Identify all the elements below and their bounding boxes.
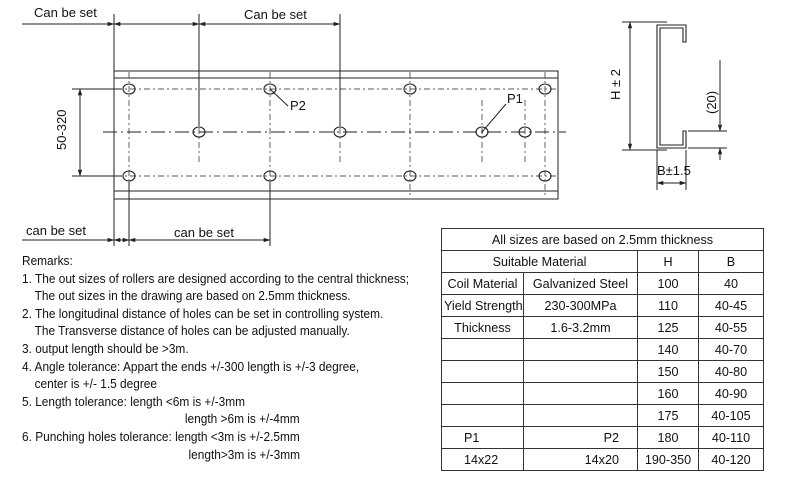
profile-lip-label: (20)	[704, 90, 719, 114]
bottom-dim-left-label: can be set	[26, 223, 86, 238]
header-material: Suitable Material	[442, 251, 638, 273]
p1-header: P1	[442, 427, 524, 449]
empty-cell	[442, 383, 524, 405]
size-b: 40-70	[699, 339, 764, 361]
size-b: 40-105	[699, 405, 764, 427]
remark-line: 5. Length tolerance: length <6m is +/-3mm	[22, 393, 246, 409]
remark-line: 3. output length should be >3m.	[22, 340, 189, 356]
material-label: Thickness	[442, 317, 524, 339]
remark-line: The Transverse distance of holes can be adjusted manually.	[34, 323, 350, 339]
size-h: 190-350	[638, 449, 699, 471]
c-profile	[657, 25, 686, 148]
size-b: 40-55	[699, 317, 764, 339]
table-row	[442, 427, 764, 449]
size-b: 40	[699, 273, 764, 295]
side-dim-label: 50-320	[54, 109, 69, 150]
empty-cell	[442, 405, 524, 427]
remark-line: The out sizes in the drawing are based on 2.5mm thickness.	[34, 288, 351, 304]
size-b: 40-45	[699, 295, 764, 317]
empty-cell	[524, 405, 638, 427]
p2-value: 14x20	[524, 449, 638, 471]
bottom-dim-right-label: can be set	[174, 225, 234, 240]
empty-cell	[524, 383, 638, 405]
material-value: 230-300MPa	[524, 295, 638, 317]
size-h: 160	[638, 383, 699, 405]
remark-line: center is +/- 1.5 degree	[34, 376, 157, 392]
material-value: 1.6-3.2mm	[524, 317, 638, 339]
empty-cell	[442, 361, 524, 383]
table-row	[442, 339, 764, 361]
plate-outline	[114, 71, 558, 199]
remark-line: length>3m is +/-3mm	[188, 446, 300, 462]
material-label: Yield Strength	[442, 295, 524, 317]
table-row	[442, 317, 764, 339]
table-row	[442, 273, 764, 295]
empty-cell	[442, 339, 524, 361]
p1-value: 14x22	[442, 449, 524, 471]
remark-line: 2. The longitudinal distance of holes can be set in controlling system.	[22, 305, 384, 321]
size-h: 180	[638, 427, 699, 449]
remark-line: 6. Punching holes tolerance: length <3m is +/-2.5mm	[22, 428, 300, 444]
material-label: Coil Material	[442, 273, 524, 295]
size-h: 100	[638, 273, 699, 295]
remarks-block	[22, 252, 410, 463]
table-row	[442, 361, 764, 383]
size-h: 150	[638, 361, 699, 383]
p2-header: P2	[524, 427, 638, 449]
remark-line: 1. The out sizes of rollers are designed according to the central thickness;	[22, 270, 410, 286]
material-value: Galvanized Steel	[524, 273, 638, 295]
size-b: 40-110	[699, 427, 764, 449]
empty-cell	[524, 339, 638, 361]
size-h: 110	[638, 295, 699, 317]
table-row	[442, 383, 764, 405]
p2-label: P2	[290, 98, 306, 113]
table-row	[442, 449, 764, 471]
remark-line: 4. Angle tolerance: Appart the ends +/-300 length is +/-3 degree,	[22, 358, 360, 374]
size-b: 40-120	[699, 449, 764, 471]
header-h: H	[638, 251, 699, 273]
size-b: 40-90	[699, 383, 764, 405]
hole-centerlines	[116, 72, 556, 196]
profile-width-label: B±1.5	[657, 163, 691, 178]
table-row	[442, 295, 764, 317]
table-row	[442, 405, 764, 427]
table-row	[442, 251, 764, 273]
empty-cell	[524, 361, 638, 383]
remarks-heading: Remarks:	[22, 253, 73, 268]
profile-height-label: H ± 2	[608, 69, 623, 100]
size-h: 140	[638, 339, 699, 361]
header-b: B	[699, 251, 764, 273]
top-dim-right-label: Can be set	[244, 7, 307, 22]
size-h: 175	[638, 405, 699, 427]
table-title: All sizes are based on 2.5mm thickness	[442, 229, 764, 251]
table-row	[442, 229, 764, 251]
spec-table	[441, 228, 764, 471]
size-h: 125	[638, 317, 699, 339]
size-b: 40-80	[699, 361, 764, 383]
remark-line: length >6m is +/-4mm	[184, 411, 300, 427]
top-dim-left-label: Can be set	[34, 5, 97, 20]
p1-label: P1	[507, 91, 523, 106]
